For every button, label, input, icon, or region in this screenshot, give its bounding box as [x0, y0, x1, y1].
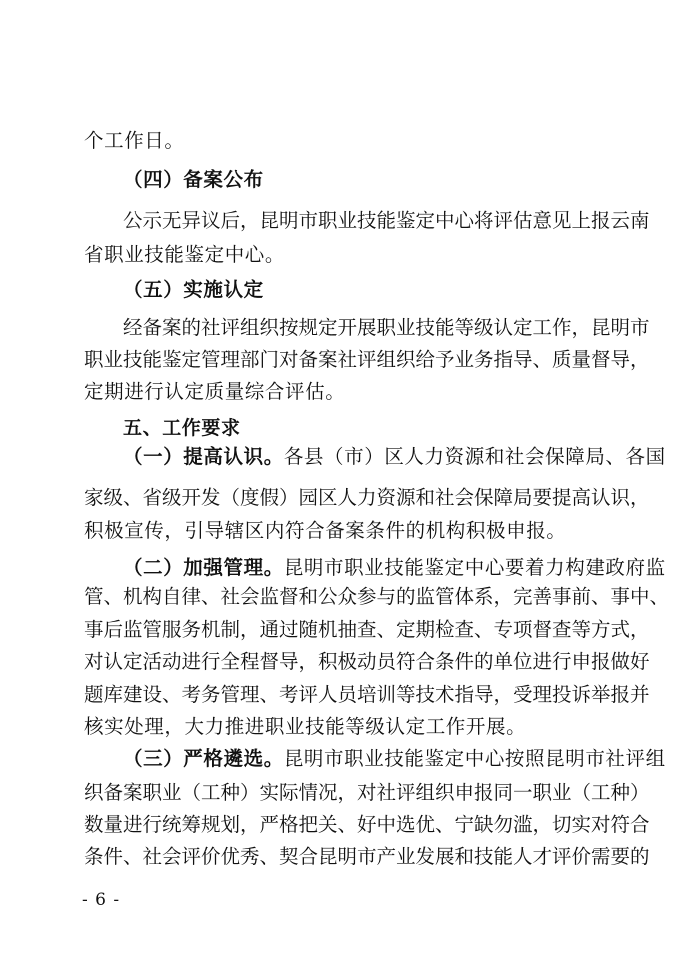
body-line: 省职业技能鉴定中心。	[84, 243, 286, 266]
body-line: 条件、社会评价优秀、契合昆明市产业发展和技能人才评价需要的	[84, 845, 650, 868]
item-text: 昆明市职业技能鉴定中心要着力构建政府监	[283, 556, 666, 579]
subheading-implementation: （五）实施认定	[123, 278, 264, 301]
body-line: 织备案职业（工种）实际情况，对社评组织申报同一职业（工种）	[84, 781, 650, 804]
body-line: 公示无异议后，昆明市职业技能鉴定中心将评估意见上报云南	[123, 209, 650, 232]
body-line: 职业技能鉴定管理部门对备案社评组织给予业务指导、质量督导，	[84, 348, 650, 371]
body-line-with-lead	[123, 742, 666, 776]
item-lead: （三）严格遴选。	[123, 747, 284, 770]
body-line: 经备案的社评组织按规定开展职业技能等级认定工作，昆明市	[123, 316, 650, 339]
body-line: 定期进行认定质量综合评估。	[84, 380, 346, 403]
item-text: 各县（市）区人力资源和社会保障局、各国	[283, 445, 666, 468]
body-line: 题库建设、考务管理、考评人员培训等技术指导，受理投诉举报并	[84, 683, 650, 706]
body-line: 对认定活动进行全程督导，积极动员符合条件的单位进行申报做好	[84, 650, 650, 673]
body-line: 事后监管服务机制，通过随机抽查、定期检查、专项督查等方式，	[84, 618, 650, 641]
body-line: 家级、省级开发（度假）园区人力资源和社会保障局要提高认识，	[84, 486, 650, 509]
item-lead: （二）加强管理。	[123, 556, 284, 579]
item-text: 昆明市职业技能鉴定中心按照昆明市社评组	[283, 747, 666, 770]
item-lead: （一）提高认识。	[123, 445, 284, 468]
section-heading-work-requirements: 五、工作要求	[123, 417, 241, 439]
body-line: 数量进行统筹规划，严格把关、好中选优、宁缺勿滥，切实对符合	[84, 813, 650, 836]
body-line-with-lead	[123, 440, 666, 474]
page-number: - 6 -	[82, 890, 121, 910]
body-line: 积极宣传，引导辖区内符合备案条件的机构积极申报。	[84, 519, 567, 542]
body-line: 管、机构自律、社会监督和公众参与的监管体系，完善事前、事中、	[84, 585, 670, 608]
body-line: 核实处理，大力推进职业技能等级认定工作开展。	[84, 715, 527, 738]
body-line: 个工作日。	[84, 129, 185, 152]
subheading-filing-publication: （四）备案公布	[123, 168, 264, 191]
